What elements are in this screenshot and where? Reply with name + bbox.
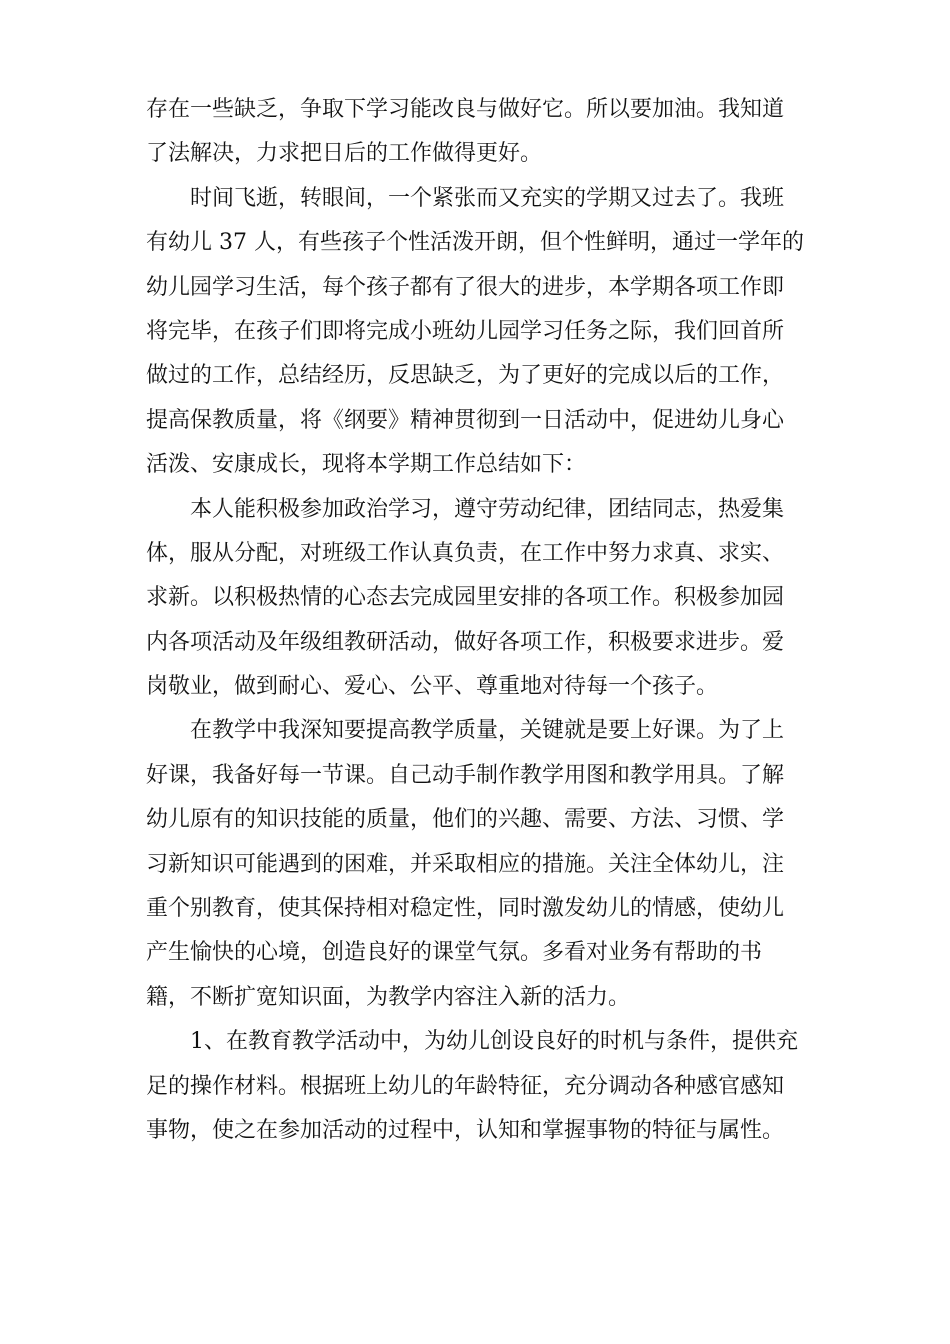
text-line: 岗敬业，做到耐心、爱心、公平、尊重地对待每一个孩子。 bbox=[146, 674, 719, 700]
paragraph-first-line: 在教学中我深知要提高教学质量，关键就是要上好课。为了上 bbox=[190, 718, 785, 744]
text-line: 事物，使之在参加活动的过程中，认知和掌握事物的特征与属性。 bbox=[146, 1117, 785, 1143]
text-line: 好课，我备好每一节课。自己动手制作教学用图和教学用具。了解 bbox=[146, 762, 785, 788]
text-line: 幼儿园学习生活，每个孩子都有了很大的进步，本学期各项工作即 bbox=[146, 274, 785, 300]
text-line: 产生愉快的心境，创造良好的课堂气氛。多看对业务有帮助的书 bbox=[146, 940, 763, 966]
text-line: 足的操作材料。根据班上幼儿的年龄特征，充分调动各种感官感知 bbox=[146, 1073, 785, 1099]
document-body bbox=[146, 88, 816, 1153]
text-line: 有幼儿 37 人，有些孩子个性活泼开朗，但个性鲜明，通过一学年的 bbox=[146, 230, 804, 256]
text-line: 习新知识可能遇到的困难，并采取相应的措施。关注全体幼儿，注 bbox=[146, 851, 785, 877]
text-line: 提高保教质量，将《纲要》精神贯彻到一日活动中，促进幼儿身心 bbox=[146, 407, 785, 433]
text-line: 求新。以积极热情的心态去完成园里安排的各项工作。积极参加园 bbox=[146, 585, 785, 611]
text-line: 做过的工作，总结经历，反思缺乏，为了更好的完成以后的工作， bbox=[146, 363, 785, 389]
text-line: 体，服从分配，对班级工作认真负责，在工作中努力求真、求实、 bbox=[146, 540, 785, 566]
text-line: 了法解决，力求把日后的工作做得更好。 bbox=[146, 141, 543, 167]
paragraph-first-line: 时间飞逝，转眼间，一个紧张而又充实的学期又过去了。我班 bbox=[190, 185, 785, 211]
text-line: 活泼、安康成长，现将本学期工作总结如下： bbox=[146, 452, 587, 478]
text-line: 将完毕，在孩子们即将完成小班幼儿园学习任务之际，我们回首所 bbox=[146, 318, 785, 344]
text-line: 存在一些缺乏，争取下学习能改良与做好它。所以要加油。我知道 bbox=[146, 97, 785, 122]
text-line: 内各项活动及年级组教研活动，做好各项工作，积极要求进步。爱 bbox=[146, 629, 785, 655]
text-line: 重个别教育，使其保持相对稳定性，同时激发幼儿的情感，使幼儿 bbox=[146, 896, 785, 922]
paragraph-first-line: 本人能积极参加政治学习，遵守劳动纪律，团结同志，热爱集 bbox=[190, 496, 785, 522]
paragraph-first-line: 1、在教育教学活动中，为幼儿创设良好的时机与条件，提供充 bbox=[190, 1029, 798, 1055]
text-line: 幼儿原有的知识技能的质量，他们的兴趣、需要、方法、习惯、学 bbox=[146, 807, 785, 833]
text-line: 籍，不断扩宽知识面，为教学内容注入新的活力。 bbox=[146, 984, 631, 1010]
